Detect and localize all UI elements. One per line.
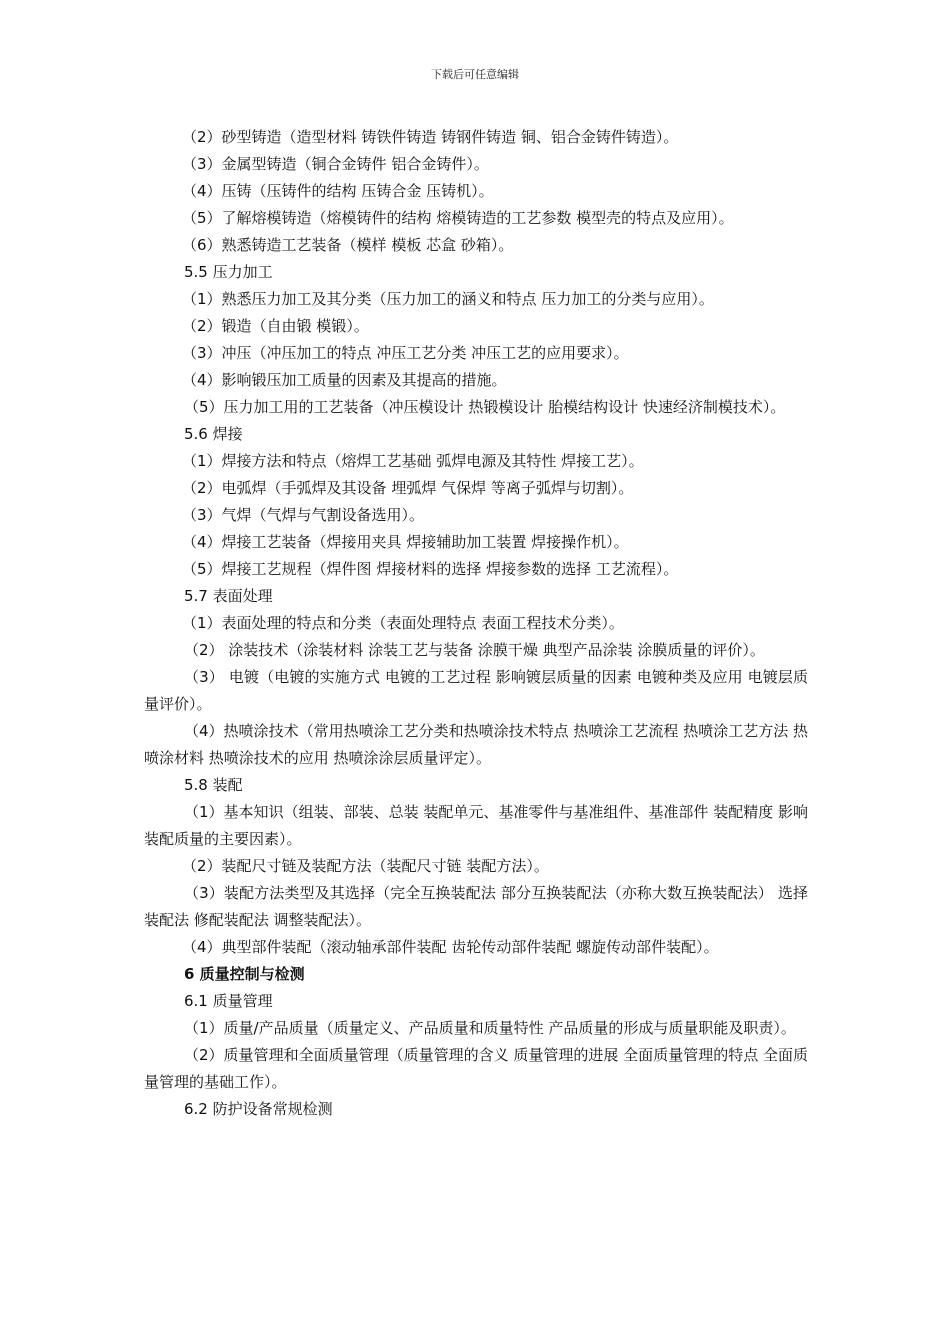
list-item: （5）焊接工艺规程（焊件图 焊接材料的选择 焊接参数的选择 工艺流程）。 [182,560,679,578]
list-item: （1）熟悉压力加工及其分类（压力加工的涵义和特点 压力加工的分类与应用）。 [182,290,714,308]
list-item: （2）砂型铸造（造型材料 铸铁件铸造 铸钢件铸造 铜、铝合金铸件铸造）。 [182,128,679,146]
list-item: （1）质量/产品质量（质量定义、产品质量和质量特性 产品质量的形成与质量职能及职责）。 [184,1019,796,1037]
list-item: （1）基本知识（组装、部装、总装 装配单元、基准零件与基准组件、基准部件 装配精度 影响装配质量的主要因素）。 [144,803,808,848]
list-item: （3）气焊（气焊与气割设备选用）。 [182,506,425,524]
list-item: （1）焊接方法和特点（熔焊工艺基础 弧焊电源及其特性 焊接工艺）。 [182,452,644,470]
list-item: （3） 电镀（电镀的实施方式 电镀的工艺过程 影响镀层质量的因素 电镀种类及应用 电镀层质量评价）。 [144,668,808,713]
document-body [144,124,808,1123]
list-item: （2）锻造（自由锻 模锻）。 [182,317,369,335]
chapter-heading: 6 质量控制与检测 [184,965,305,983]
list-item: （5）压力加工用的工艺装备（冲压模设计 热锻模设计 胎模结构设计 快速经济制模技术）。 [184,398,786,416]
list-item: （2）装配尺寸链及装配方法（装配尺寸链 装配方法）。 [182,857,549,875]
list-item: （1）表面处理的特点和分类（表面处理特点 表面工程技术分类）。 [182,614,624,632]
list-item: （4）影响锻压加工质量的因素及其提高的措施。 [182,371,507,389]
list-item: （4）典型部件装配（滚动轴承部件装配 齿轮传动部件装配 螺旋传动部件装配）。 [182,938,719,956]
list-item: （4）热喷涂技术（常用热喷涂工艺分类和热喷涂技术特点 热喷涂工艺流程 热喷涂工艺方法 热喷涂材料 热喷涂技术的应用 热喷涂涂层质量评定）。 [144,722,808,767]
section-heading: 6.1 质量管理 [184,992,273,1010]
list-item: （5）了解熔模铸造（熔模铸件的结构 熔模铸造的工艺参数 模型壳的特点及应用）。 [182,209,734,227]
list-item: （4）焊接工艺装备（焊接用夹具 焊接辅助加工装置 焊接操作机）。 [182,533,629,551]
list-item: （3）装配方法类型及其选择（完全互换装配法 部分互换装配法（亦称大数互换装配法） 选择装配法 修配装配法 调整装配法）。 [144,884,808,929]
list-item: （3）金属型铸造（铜合金铸件 铝合金铸件）。 [182,155,489,173]
section-heading: 6.2 防护设备常规检测 [184,1100,333,1118]
section-heading: 5.6 焊接 [184,425,243,443]
section-heading: 5.7 表面处理 [184,587,273,605]
list-item: （6）熟悉铸造工艺装备（模样 模板 芯盒 砂箱）。 [182,236,514,254]
page-header: 下载后可任意编辑 [431,68,519,81]
list-item: （2）质量管理和全面质量管理（质量管理的含义 质量管理的进展 全面质量管理的特点 全面质量管理的基础工作）。 [144,1046,808,1091]
list-item: （3）冲压（冲压加工的特点 冲压工艺分类 冲压工艺的应用要求）。 [182,344,629,362]
list-item: （2） 涂装技术（涂装材料 涂装工艺与装备 涂膜干燥 典型产品涂装 涂膜质量的评价）。 [184,641,765,659]
section-heading: 5.5 压力加工 [184,263,273,281]
section-heading: 5.8 装配 [184,776,243,794]
list-item: （2）电弧焊（手弧焊及其设备 埋弧焊 气保焊 等离子弧焊与切割）。 [182,479,634,497]
list-item: （4）压铸（压铸件的结构 压铸合金 压铸机）。 [182,182,494,200]
